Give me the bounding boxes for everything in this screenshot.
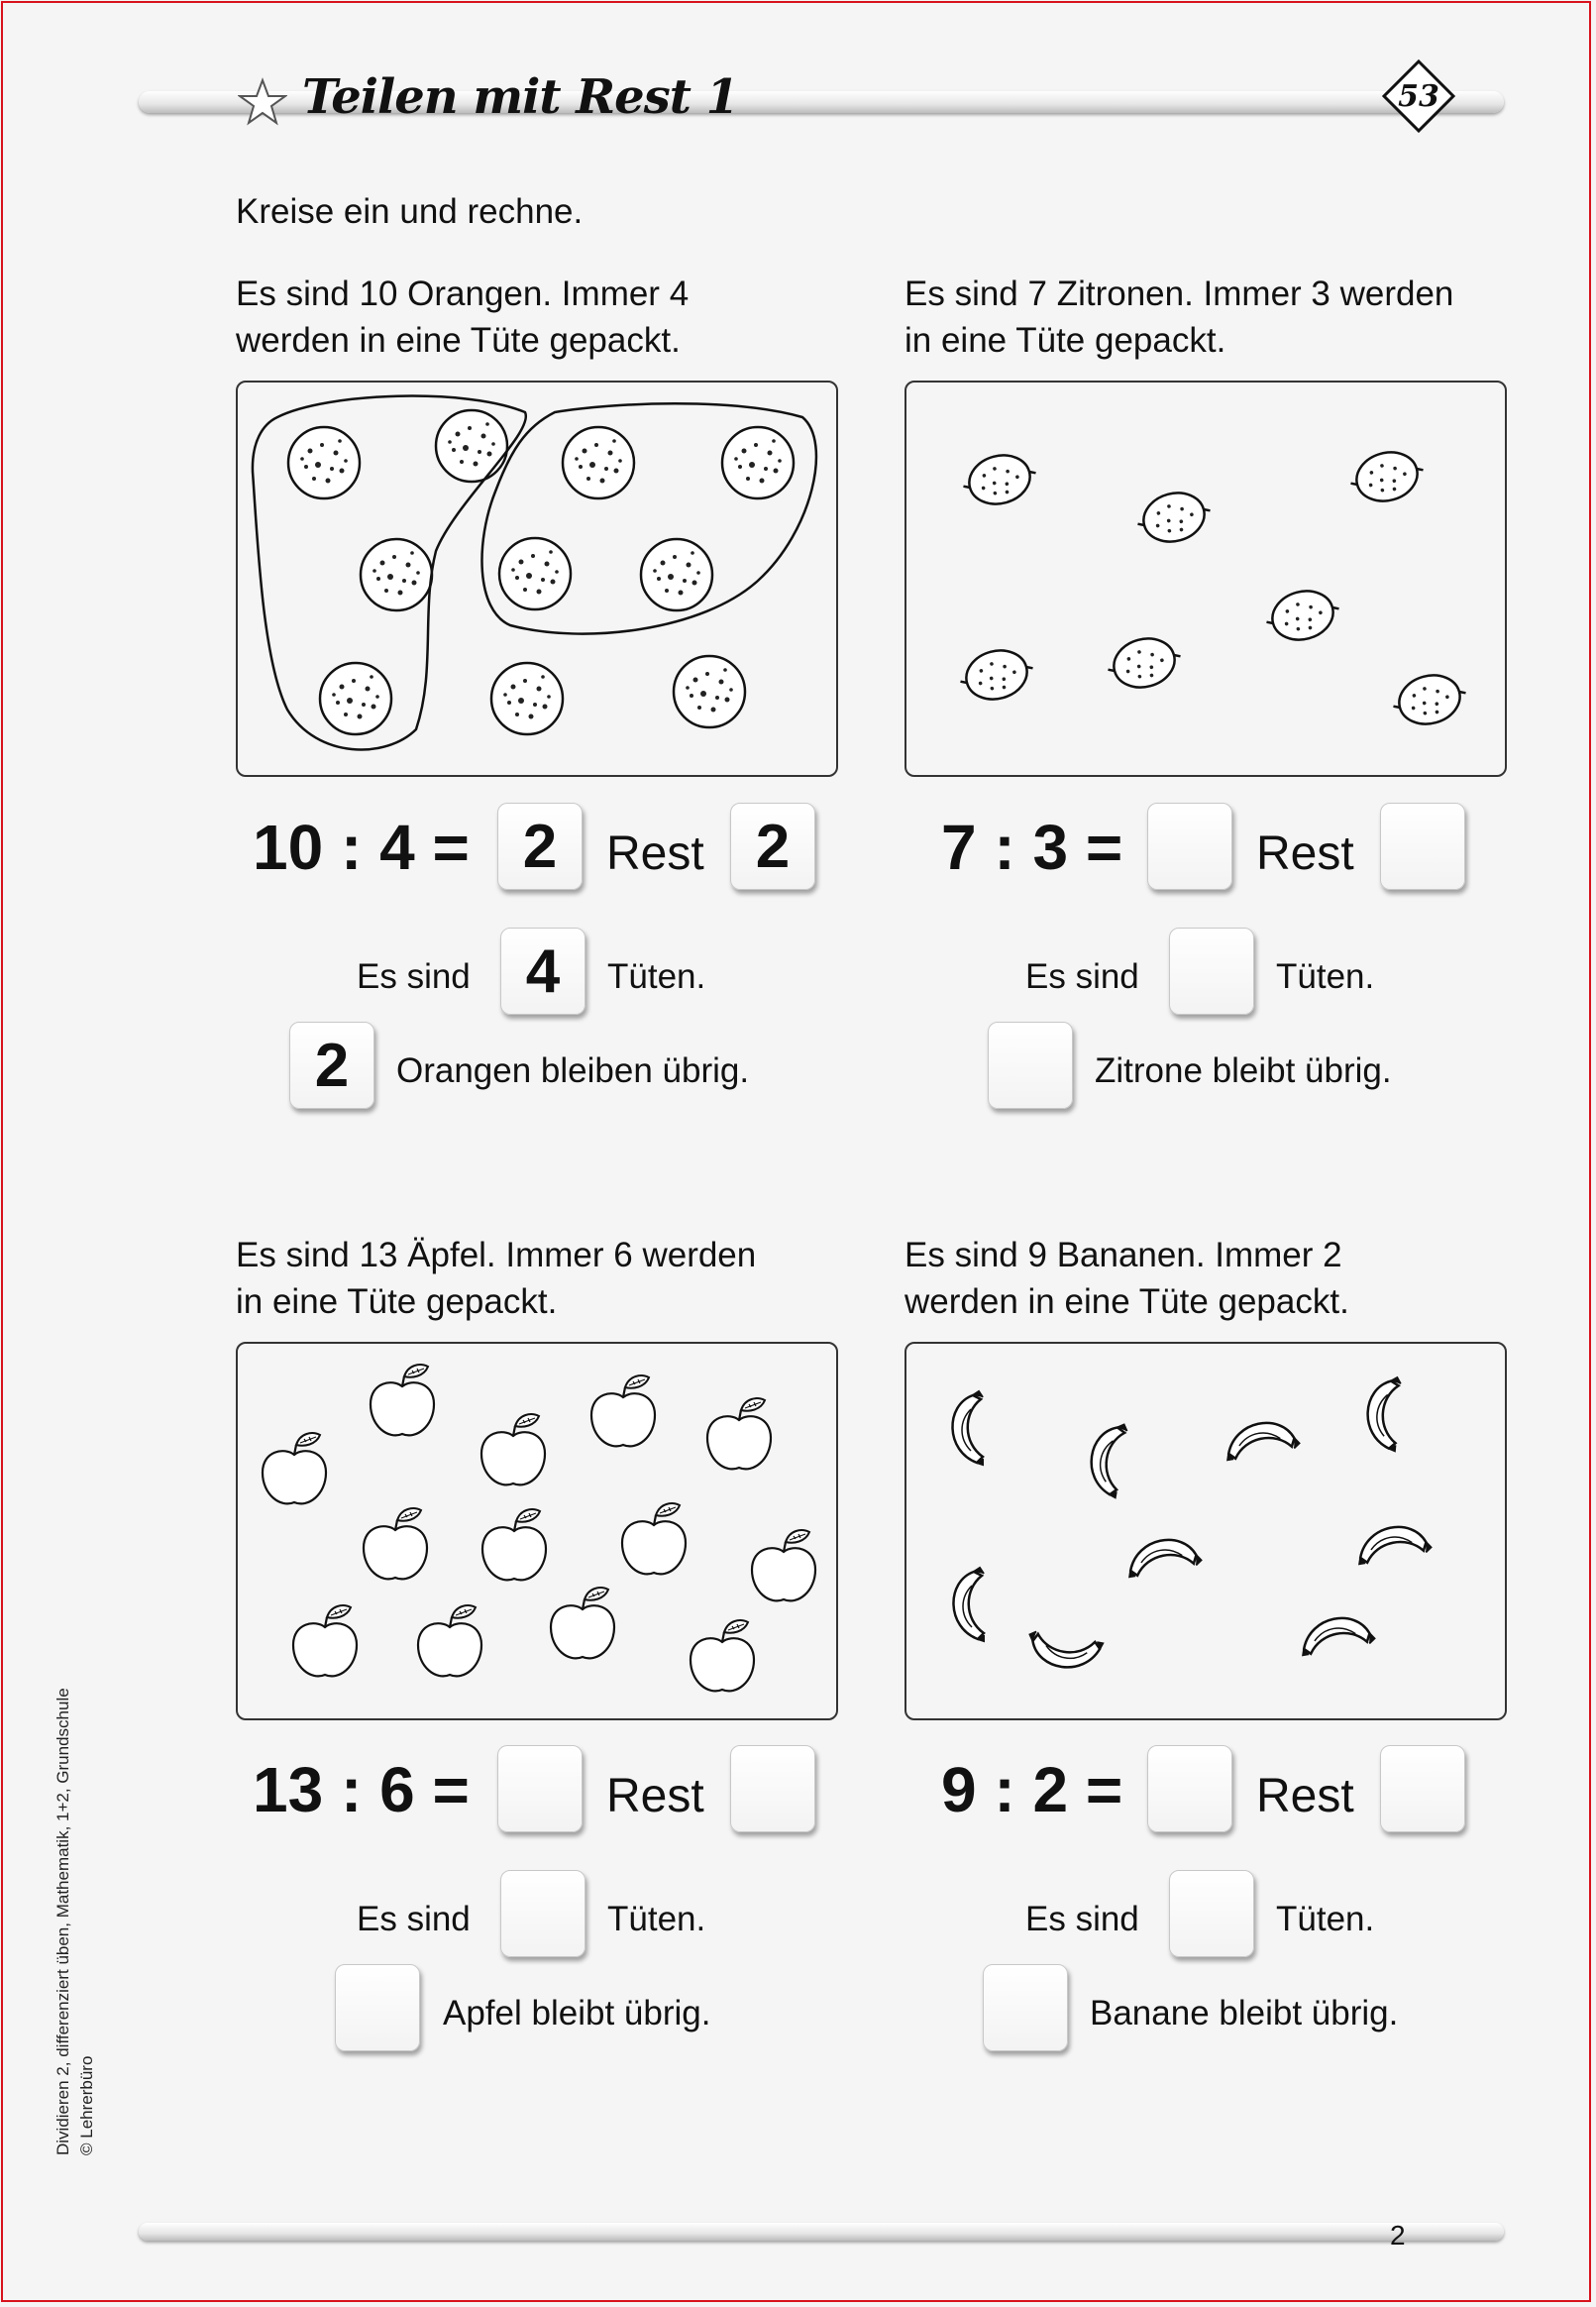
orange-icon [674,656,745,727]
task-1-leftover-text: Orangen bleiben übrig. [396,1051,750,1090]
banana-icon [1364,1375,1401,1451]
lemon-icon [1103,630,1186,696]
task-4-bags-before: Es sind [1025,1900,1139,1938]
task-2-bags-box[interactable] [1169,928,1254,1015]
task-1-equation: 10 : 4 = [253,812,470,883]
task-1-rest-label: Rest [606,827,704,880]
banana-icon [953,1568,984,1641]
task-3-picture-frame [236,1342,838,1720]
task-1-picture [238,383,836,775]
task-3-equation: 13 : 6 = [253,1754,470,1825]
task-3-leftover-text: Apfel bleibt übrig. [443,1994,711,2032]
task-2-picture-frame [904,381,1507,777]
task-4-leftover-text: Banane bleibt übrig. [1090,1994,1399,2032]
task-2-remainder-box[interactable] [1380,803,1465,890]
orange-icon [641,539,712,610]
task-3-bags-after: Tüten. [607,1900,706,1938]
task-4-bags-after: Tüten. [1276,1900,1375,1938]
banana-icon [1086,1420,1128,1497]
task-4-remainder-box[interactable] [1380,1745,1465,1832]
banana-icon [952,1391,983,1465]
lemon-icon [958,447,1041,512]
task-2-picture [906,383,1505,775]
task-4-leftover-box[interactable] [983,1964,1068,2051]
credit-line-1: Dividieren 2, differenziert üben, Mathematik, 1+2, Grundschule [53,1688,72,2155]
orange-icon [320,663,391,734]
page-badge [1382,59,1455,133]
task-2-leftover-box[interactable] [988,1022,1073,1109]
task-2-equation: 7 : 3 = [941,812,1123,883]
banana-icon [1223,1417,1300,1460]
task-4-equation: 9 : 2 = [941,1754,1123,1825]
banana-icon [1298,1612,1375,1655]
task-1-leftover-box[interactable]: 2 [289,1022,374,1109]
task-2-leftover-text: Zitrone bleibt übrig. [1095,1051,1392,1090]
page-title: Teilen mit Rest 1 [302,69,739,125]
task-3-leftover-box[interactable] [335,1964,420,2051]
badge-number: 53 [1398,79,1439,114]
task-3-rest-label: Rest [606,1770,704,1822]
task-4-picture-frame [904,1342,1507,1720]
credit-line-2: © Lehrerbüro [77,2055,96,2155]
banana-icon [1124,1534,1202,1577]
apple-icon [263,1433,326,1503]
instruction: Kreise ein und rechne. [236,192,584,231]
orange-icon [288,427,360,498]
orange-icon [722,427,794,498]
lemon-icon [1261,583,1344,648]
orange-icon [491,663,563,734]
copyright-credit [52,1688,99,2155]
task-4-prompt-line-2: werden in eine Tüte gepackt. [904,1282,1349,1321]
task-4-picture [906,1344,1505,1718]
footer-bar [139,2223,1504,2241]
task-4-rest-label: Rest [1256,1770,1354,1822]
apple-icon [418,1605,481,1676]
orange-icon [563,427,634,498]
task-1-remainder-box[interactable]: 2 [730,803,815,890]
lemon-icon [1388,667,1471,732]
task-1-picture-frame [236,381,838,777]
task-1-bags-box[interactable]: 4 [500,928,585,1015]
lemon-icon [1345,444,1429,509]
apple-icon [707,1398,771,1469]
task-3-bags-box[interactable] [500,1870,585,1957]
task-3-prompt-line-1: Es sind 13 Äpfel. Immer 6 werden [236,1236,757,1274]
banana-icon [1354,1521,1432,1564]
task-3-prompt-line-2: in eine Tüte gepackt. [236,1282,558,1321]
task-3-bags-before: Es sind [357,1900,471,1938]
page-number: 2 [1390,2220,1406,2251]
task-4-bags-box[interactable] [1169,1870,1254,1957]
orange-icon [436,410,507,482]
task-3-quotient-box[interactable] [497,1745,583,1832]
apple-icon [482,1509,546,1580]
apple-icon [752,1530,815,1600]
task-1-bags-after: Tüten. [607,957,706,996]
apple-icon [481,1414,545,1484]
apple-icon [622,1503,686,1574]
task-1-quotient-box[interactable]: 2 [497,803,583,890]
task-1-prompt-line-1: Es sind 10 Orangen. Immer 4 [236,275,690,313]
task-2-quotient-box[interactable] [1147,803,1232,890]
task-1-bags-before: Es sind [357,957,471,996]
star-icon [238,77,287,127]
lemon-icon [1132,485,1216,550]
task-3-picture [238,1344,836,1718]
orange-icon [499,538,571,609]
lemon-icon [955,642,1038,708]
apple-icon [691,1620,754,1691]
orange-icon [361,539,432,610]
task-2-rest-label: Rest [1256,827,1354,880]
apple-icon [371,1365,434,1435]
banana-icon [1025,1630,1103,1673]
apple-icon [293,1605,357,1676]
apple-icon [551,1588,614,1658]
apple-icon [364,1508,427,1579]
task-4-quotient-box[interactable] [1147,1745,1232,1832]
task-2-prompt-line-1: Es sind 7 Zitronen. Immer 3 werden [904,275,1454,313]
apple-icon [591,1375,655,1446]
task-3-remainder-box[interactable] [730,1745,815,1832]
task-4-prompt-line-1: Es sind 9 Bananen. Immer 2 [904,1236,1342,1274]
task-1-prompt-line-2: werden in eine Tüte gepackt. [236,321,681,360]
task-2-bags-before: Es sind [1025,957,1139,996]
task-2-bags-after: Tüten. [1276,957,1375,996]
task-2-prompt-line-2: in eine Tüte gepackt. [904,321,1226,360]
